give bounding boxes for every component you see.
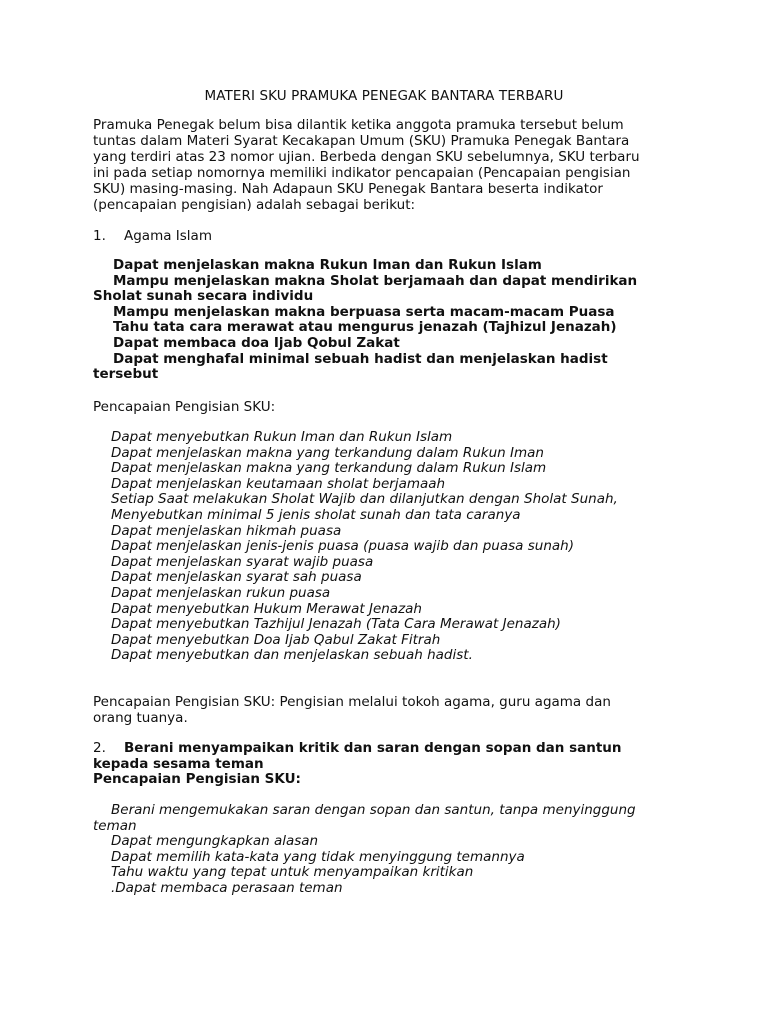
section1-heading bbox=[93, 228, 212, 244]
section1-competency-list bbox=[93, 258, 683, 383]
competency-item: Mampu menjelaskan makna Sholat berjamaah dan dapat mendirikan bbox=[113, 272, 638, 289]
competency-item: Dapat menghafal minimal sebuah hadist dan menjelaskan hadist bbox=[113, 350, 608, 367]
section2-title: Berani menyampaikan kritik dan saran dengan sopan dan santun bbox=[124, 740, 622, 756]
achievement-item: Dapat menjelaskan makna yang terkandung dalam Rukun Iman bbox=[111, 444, 544, 461]
section1-filling-note bbox=[93, 694, 683, 726]
competency-item: Tahu tata cara merawat atau mengurus jenazah (Tajhizul Jenazah) bbox=[113, 319, 617, 336]
intro-line: Pramuka Penegak belum bisa dilantik ketika anggota pramuka tersebut belum bbox=[93, 117, 624, 133]
competency-item: Dapat membaca doa Ijab Qobul Zakat bbox=[113, 334, 400, 351]
document-title: MATERI SKU PRAMUKA PENEGAK BANTARA TERBARU bbox=[204, 88, 564, 104]
competency-item-continuation: tersebut bbox=[93, 366, 159, 383]
achievement-item: Dapat menjelaskan makna yang terkandung dalam Rukun Islam bbox=[111, 460, 547, 477]
achievement-item: Menyebutkan minimal 5 jenis sholat sunah dan tata caranya bbox=[111, 506, 521, 523]
competency-item: Mampu menjelaskan makna berpuasa serta macam-macam Puasa bbox=[113, 303, 615, 320]
achievement-item: Dapat menjelaskan keutamaan sholat berjamaah bbox=[111, 475, 446, 492]
section1-number: 1. bbox=[93, 228, 106, 244]
achievement-item: Dapat menyebutkan Hukum Merawat Jenazah bbox=[111, 600, 422, 617]
section1-title: Agama Islam bbox=[124, 228, 212, 244]
section2-achievement-list bbox=[93, 802, 671, 897]
achievement-item: Dapat menjelaskan syarat sah puasa bbox=[111, 569, 362, 586]
achievement-item: Setiap Saat melakukan Sholat Wajib dan dilanjutkan dengan Sholat Sunah, bbox=[111, 491, 618, 508]
achievement-item: Dapat menyebutkan Rukun Iman dan Rukun Islam bbox=[111, 429, 453, 445]
section2-title-continuation: kepada sesama teman bbox=[93, 755, 264, 772]
achievement-item: Tahu waktu yang tepat untuk menyampaikan kritikan bbox=[111, 864, 474, 881]
competency-item: Dapat menjelaskan makna Rukun Iman dan Rukun Islam bbox=[113, 257, 542, 273]
achievement-item: Berani mengemukakan saran dengan sopan dan santun, tanpa menyinggung bbox=[111, 802, 636, 818]
filling-note-line: Pencapaian Pengisian SKU: Pengisian melalui tokoh agama, guru agama dan bbox=[93, 694, 611, 710]
achievement-item: Dapat menyebutkan Doa Ijab Qabul Zakat Fitrah bbox=[111, 631, 441, 648]
intro-line: (pencapaian pengisian) adalah sebagai berikut: bbox=[93, 197, 416, 213]
intro-paragraph bbox=[93, 117, 683, 213]
filling-note-line: orang tuanya. bbox=[93, 710, 188, 726]
intro-line: tuntas dalam Materi Syarat Kecakapan Umum (SKU) Pramuka Penegak Bantara bbox=[93, 133, 630, 149]
section1-achievement-label: Pencapaian Pengisian SKU: bbox=[93, 399, 276, 415]
achievement-item: Dapat menyebutkan Tazhijul Jenazah (Tata Cara Merawat Jenazah) bbox=[111, 616, 561, 633]
intro-line: yang terdiri atas 23 nomor ujian. Berbeda dengan SKU sebelumnya, SKU terbaru bbox=[93, 149, 640, 165]
achievement-item-continuation: teman bbox=[93, 817, 137, 834]
intro-line: SKU) masing-masing. Nah Adapaun SKU Penegak Bantara beserta indikator bbox=[93, 181, 603, 197]
achievement-item: Dapat menjelaskan syarat wajib puasa bbox=[111, 553, 374, 570]
achievement-item: Dapat menjelaskan jenis-jenis puasa (puasa wajib dan puasa sunah) bbox=[111, 538, 574, 555]
section2-achievement-label: Pencapaian Pengisian SKU: bbox=[93, 771, 301, 788]
section2-number: 2. bbox=[93, 740, 106, 756]
achievement-item: Dapat memilih kata-kata yang tidak menyinggung temannya bbox=[111, 848, 525, 865]
competency-item-continuation: Sholat sunah secara individu bbox=[93, 288, 314, 305]
achievement-item: Dapat mengungkapkan alasan bbox=[111, 833, 319, 850]
achievement-item: Dapat menjelaskan rukun puasa bbox=[111, 584, 331, 601]
achievement-item: Dapat menyebutkan dan menjelaskan sebuah hadist. bbox=[111, 647, 473, 664]
intro-line: ini pada setiap nomornya memiliki indikator pencapaian (Pencapaian pengisian bbox=[93, 165, 631, 181]
achievement-item: Dapat menjelaskan hikmah puasa bbox=[111, 522, 342, 539]
section1-achievement-list bbox=[111, 430, 671, 664]
section2-heading bbox=[93, 741, 622, 788]
achievement-item: .Dapat membaca perasaan teman bbox=[111, 879, 343, 896]
